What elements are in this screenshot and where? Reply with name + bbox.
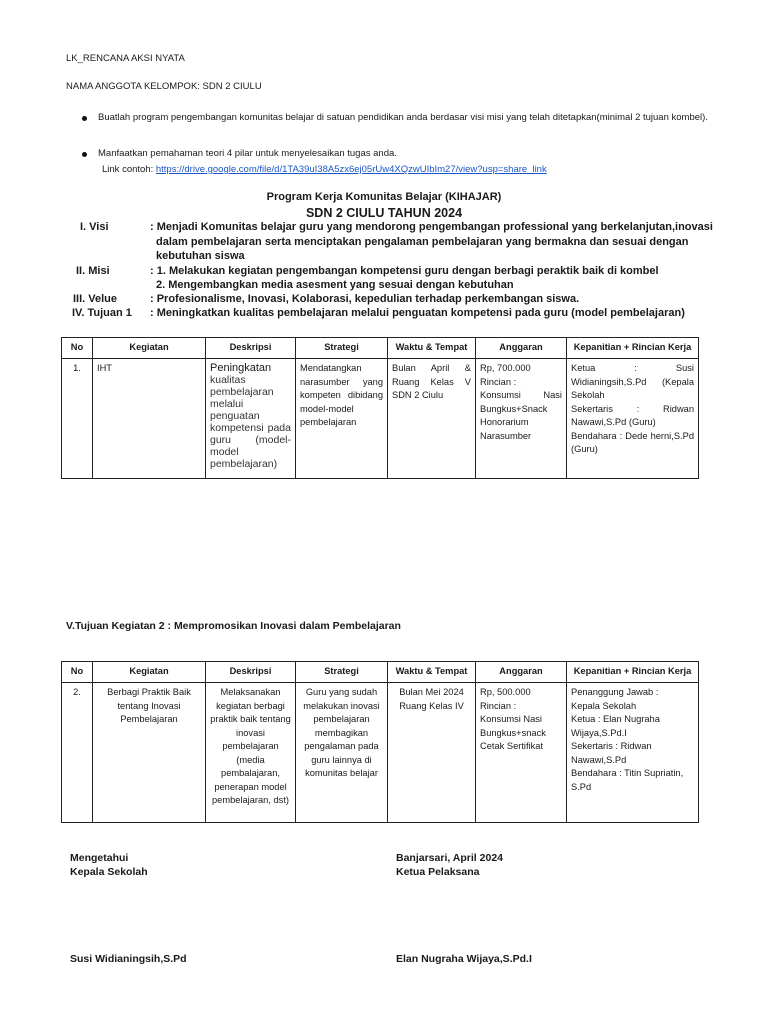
instruction-text-2: Manfaatkan pemahaman teori 4 pilar untuk menyelesaikan tugas anda. [98, 148, 397, 159]
cell-anggaran [476, 359, 567, 479]
deskripsi-rest: kualitas pembelajaran melalui penguatan kompetensi pada guru (model-model pembelajaran) [210, 374, 291, 470]
anggaran-line: Konsumsi Nasi [480, 714, 543, 724]
anggaran-line: Konsumsi Nasi [480, 390, 562, 400]
table-header-row [62, 662, 699, 683]
cell-no: 1. [62, 359, 93, 479]
instruction-text-1: Buatlah program pengembangan komunitas belajar di satuan pendidikan anda berdasar visi misi yang telah ditetapkan(minimal 2 tujuan kombel). [98, 112, 708, 123]
velue-text: : Profesionalisme, Inovasi, Kolaborasi, kepedulian terhadap perkembangan siswa. [150, 293, 580, 305]
cell-deskripsi: Melaksanakan kegiatan berbagi praktik baik tentang inovasi pembelajaran (media pembalajaran, penerapan model pembelajaran, dst) [206, 683, 296, 823]
group-name: NAMA ANGGOTA KELOMPOK: SDN 2 CIULU [66, 81, 262, 92]
header-kegiatan: Kegiatan [93, 338, 206, 359]
signature-left-role: Kepala Sekolah [70, 866, 148, 878]
visi-label: I. Visi [80, 221, 109, 233]
anggaran-line: Bungkus+snack [480, 727, 546, 738]
signature-right-name: Elan Nugraha Wijaya,S.Pd.I [396, 953, 532, 965]
header-kegiatan: Kegiatan [93, 662, 206, 683]
bullet-icon [82, 116, 87, 121]
activity-table-2 [61, 661, 699, 823]
misi-2: 2. Mengembangkan media asesment yang sesuai dengan kebutuhan [156, 279, 514, 291]
header-waktu: Waktu & Tempat [388, 338, 476, 359]
tujuan1-label: IV. Tujuan 1 [72, 307, 132, 319]
kepanitian-line: Kepala Sekolah [571, 700, 637, 711]
anggaran-line: Rp, 700.000 [480, 363, 531, 373]
example-link[interactable]: https://drive.google.com/file/d/1TA39uI38A5zx6ej05rUw4XQzwUIbIm27/view?usp=share_link [155, 164, 547, 175]
cell-deskripsi [206, 359, 296, 479]
document-title: LK_RENCANA AKSI NYATA [66, 53, 185, 64]
activity-table-1 [61, 337, 699, 479]
anggaran-line: Rincian : [480, 700, 517, 711]
header-deskripsi: Deskripsi [206, 338, 296, 359]
cell-waktu: Bulan Mei 2024 Ruang Kelas IV [388, 683, 476, 823]
anggaran-line: Rp, 500.000 [480, 687, 531, 697]
anggaran-line: Narasumber [480, 430, 532, 441]
anggaran-line: Bungkus+Snack [480, 403, 548, 414]
kepanitian-line: Sekertaris : Ridwan Nawawi,S.Pd [571, 741, 652, 765]
cell-kegiatan: Berbagi Praktik Baik tentang Inovasi Pembelajaran [93, 683, 206, 823]
cell-kepanitian [567, 359, 699, 479]
signature-right-role: Ketua Pelaksana [396, 866, 480, 878]
cell-kegiatan: IHT [93, 359, 206, 479]
signature-left-name: Susi Widianingsih,S.Pd [70, 953, 187, 965]
header-strategi: Strategi [296, 338, 388, 359]
deskripsi-lead: Peningkatan [210, 362, 272, 374]
kepanitian-line: Ketua : Elan Nugraha Wijaya,S.Pd.I [571, 714, 660, 738]
kepanitian-line: Bendahara : Dede herni,S.Pd (Guru) [571, 430, 694, 454]
header-kepanitian: Kepanitian + Rincian Kerja [567, 662, 699, 683]
header-no: No [62, 338, 93, 359]
header-strategi: Strategi [296, 662, 388, 683]
header-anggaran: Anggaran [476, 662, 567, 683]
cell-strategi: Guru yang sudah melakukan inovasi pembelajaran membagikan pengalaman pada guru lainnya di komunitas belajar [296, 683, 388, 823]
kepanitian-line: Sekertaris : Ridwan Nawawi,S.Pd (Guru) [571, 403, 694, 427]
anggaran-line: Cetak Sertifikat [480, 741, 544, 751]
header-kepanitian: Kepanitian + Rincian Kerja [567, 338, 699, 359]
table-row [62, 683, 699, 823]
cell-kepanitian [567, 683, 699, 823]
kepanitian-line: Bendahara : Titin Supriatin, S.Pd [571, 768, 684, 792]
program-subtitle: SDN 2 CIULU TAHUN 2024 [305, 206, 463, 220]
cell-no: 2. [62, 683, 93, 823]
velue-label: III. Velue [73, 293, 118, 305]
cell-waktu: Bulan April & Ruang Kelas V SDN 2 Ciulu [388, 359, 476, 479]
program-title: Program Kerja Komunitas Belajar (KIHAJAR) [266, 191, 502, 203]
header-no: No [62, 662, 93, 683]
table-row [62, 359, 699, 479]
kepanitian-line: Ketua : Susi Widianingsih,S.Pd (Kepala Sekolah [571, 363, 694, 400]
header-waktu: Waktu & Tempat [388, 662, 476, 683]
header-deskripsi: Deskripsi [206, 662, 296, 683]
tujuan1-text: : Meningkatkan kualitas pembelajaran melalui penguatan kompetensi pada guru (model pembelajaran) [150, 307, 685, 319]
kepanitian-line: Penanggung Jawab : [571, 687, 659, 697]
signature-left [70, 851, 148, 879]
signature-left-line: Mengetahui [70, 852, 129, 864]
signature-right-line: Banjarsari, April 2024 [396, 852, 503, 864]
table-header-row [62, 338, 699, 359]
signature-right [396, 851, 503, 879]
visi-text: : Menjadi Komunitas belajar guru yang mendorong pengembangan professional yang berkelanjutan,inovasi dalam pembelajaran serta menciptakan pengalaman pembelajaran yang bermakna dan sesuai dengan kebutuhan siswa [150, 221, 713, 262]
header-anggaran: Anggaran [476, 338, 567, 359]
cell-strategi: Mendatangkan narasumber yang kompeten dibidang model-model pembelajaran [296, 359, 388, 479]
bullet-icon [82, 152, 87, 157]
example-link-line [102, 164, 547, 175]
cell-anggaran [476, 683, 567, 823]
link-label: Link contoh: [102, 164, 156, 175]
tujuan2-heading: V.Tujuan Kegiatan 2 : Mempromosikan Inovasi dalam Pembelajaran [66, 620, 401, 632]
misi-label: II. Misi [76, 265, 110, 277]
anggaran-line: Rincian : [480, 376, 517, 387]
anggaran-line: Honorarium [480, 417, 529, 427]
misi-1: : 1. Melakukan kegiatan pengembangan kompetensi guru dengan berbagi peraktik baik di kombel [150, 265, 659, 277]
